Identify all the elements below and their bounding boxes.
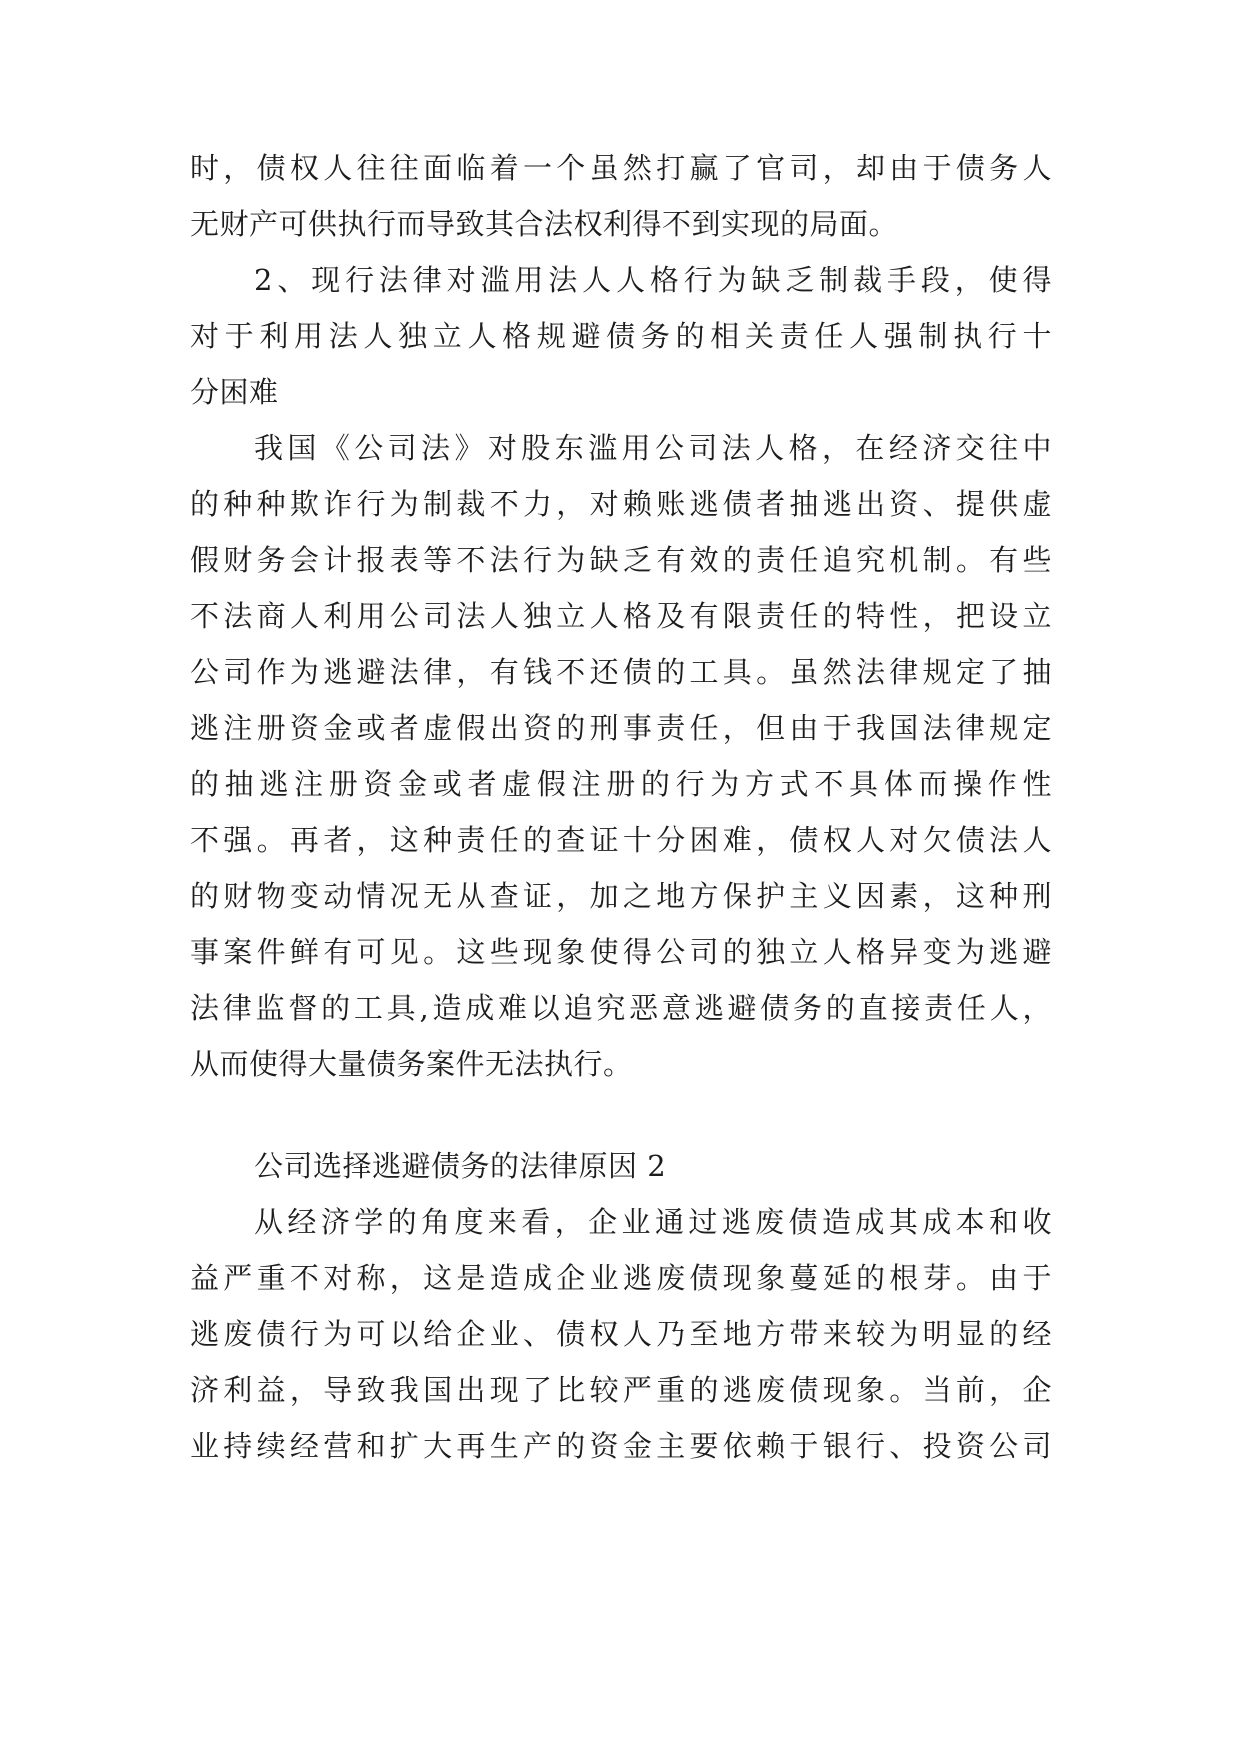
text-line: 我国《公司法》对股东滥用公司法人格，在经济交往中 bbox=[254, 431, 1052, 465]
text-line: 逃注册资金或者虚假出资的刑事责任，但由于我国法律规定 bbox=[190, 711, 1052, 745]
text-line: 的种种欺诈行为制裁不力，对赖账逃债者抽逃出资、提供虚 bbox=[190, 487, 1052, 521]
text-line: 2、现行法律对滥用法人人格行为缺乏制裁手段，使得 bbox=[254, 263, 1052, 297]
text-line: 的抽逃注册资金或者虚假注册的行为方式不具体而操作性 bbox=[190, 767, 1052, 801]
text-line: 假财务会计报表等不法行为缺乏有效的责任追究机制。有些 bbox=[190, 543, 1052, 577]
text-line: 的财物变动情况无从查证，加之地方保护主义因素，这种刑 bbox=[190, 879, 1052, 913]
text-line: 事案件鲜有可见。这些现象使得公司的独立人格异变为逃避 bbox=[190, 935, 1052, 969]
text-line: 从而使得大量债务案件无法执行。 bbox=[190, 1047, 633, 1081]
section-heading: 公司选择逃避债务的法律原因 2 bbox=[254, 1149, 667, 1183]
text-line: 时，债权人往往面临着一个虽然打赢了官司，却由于债务人 bbox=[190, 151, 1052, 185]
text-line: 不强。再者，这种责任的查证十分困难，债权人对欠债法人 bbox=[190, 823, 1052, 857]
text-line: 济利益，导致我国出现了比较严重的逃废债现象。当前，企 bbox=[190, 1373, 1052, 1407]
text-line: 业持续经营和扩大再生产的资金主要依赖于银行、投资公司 bbox=[190, 1429, 1052, 1463]
text-line: 公司作为逃避法律，有钱不还债的工具。虽然法律规定了抽 bbox=[190, 655, 1052, 689]
text-line: 无财产可供执行而导致其合法权利得不到实现的局面。 bbox=[190, 207, 899, 241]
text-line: 法律监督的工具,造成难以追究恶意逃避债务的直接责任人， bbox=[190, 991, 1052, 1025]
text-line: 逃废债行为可以给企业、债权人乃至地方带来较为明显的经 bbox=[190, 1317, 1052, 1351]
text-line: 不法商人利用公司法人独立人格及有限责任的特性，把设立 bbox=[190, 599, 1052, 633]
text-line: 益严重不对称，这是造成企业逃废债现象蔓延的根芽。由于 bbox=[190, 1261, 1052, 1295]
text-line: 对于利用法人独立人格规避债务的相关责任人强制执行十 bbox=[190, 319, 1052, 353]
text-line: 分困难 bbox=[190, 375, 279, 409]
text-line: 从经济学的角度来看，企业通过逃废债造成其成本和收 bbox=[254, 1205, 1052, 1239]
